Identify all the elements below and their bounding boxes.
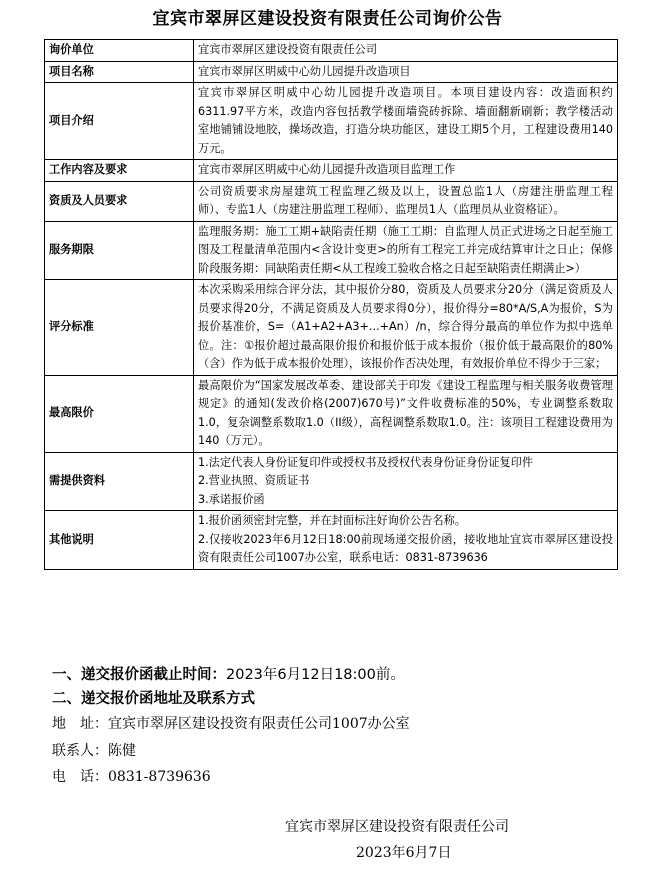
address-label: 地 址： — [52, 716, 108, 732]
other-notes-list — [194, 511, 618, 570]
list-item: 2.营业执照、资质证书 — [198, 474, 310, 487]
table-row — [45, 280, 618, 376]
list-item: 1.报价函须密封完整，并在封面标注好询价公告名称。 — [198, 514, 466, 527]
deadline-value: 2023年6月12日18:00前。 — [226, 667, 405, 683]
table-row — [45, 221, 618, 280]
work-label: 工作内容及要求 — [45, 160, 194, 182]
deadline-section — [52, 664, 405, 686]
documents-label: 需提供资料 — [45, 452, 194, 511]
max-price-label: 最高限价 — [45, 375, 194, 452]
phone-line — [52, 766, 211, 788]
table-row — [45, 61, 618, 83]
work-value: 宜宾市翠屏区明威中心幼儿园提升改造项目监理工作 — [194, 160, 618, 182]
deadline-heading: 一、递交报价函截止时间： — [52, 666, 226, 683]
address-line — [52, 713, 410, 735]
project-name-label: 项目名称 — [45, 61, 194, 83]
service-period-value: 监理服务期：施工工期+缺陷责任期（施工工期：自监理人员正式进场之日起至施工图及工程量清单范围内<含设计变更>的所有工程完工并完成结算审计之日止；保修阶段服务期：同缺陷责任期<从工程竣工验收合格之日起至缺陷责任期满止>） — [194, 221, 618, 280]
list-item: 1.法定代表人身份证复印件或授权书及授权代表身份证身份证复印件 — [198, 455, 534, 469]
table-row — [45, 83, 618, 160]
signature-company: 宜宾市翠屏区建设投资有限责任公司 — [285, 819, 509, 835]
list-item: 3.承诺报价函 — [198, 492, 265, 506]
table-row — [45, 452, 618, 511]
contact-person-value: 陈健 — [108, 743, 136, 759]
contact-heading: 二、递交报价函地址及联系方式 — [52, 690, 255, 707]
scoring-value: 本次采购采用综合评分法，其中报价分80，资质及人员要求分20分（满足资质及人员要求得20分，不满足资质及人员要求得0分），报价得分=80*A/S,A为报价，S为报价基准价，S=（A1+A2+A3+...+An）/n，综合得分最高的单位作为拟中选单位。注：①报价超过最高限价报价和报价低于成本报价（报价低于最高限价的80%（含）作为低于成本报价处理），该报价作否决处理，有效报价单位不得少于三家； — [194, 280, 618, 376]
intro-value: 宜宾市翠屏区明威中心幼儿园提升改造项目。本项目建设内容：改造面积约6311.97平方米，改造内容包括教学楼面墙瓷砖拆除、墙面翻新刷新；教学楼活动室地铺铺设地胶，操场改造，打造分块功能区，建设工期5个月，工程建设费用140万元。 — [194, 83, 618, 160]
list-item: 2.仅接收2023年6月12日18:00前现场递交报价函，接收地址宜宾市翠屏区建设投资有限责任公司1007办公室，联系电话：0831-8739636 — [198, 532, 613, 564]
page-title: 宜宾市翠屏区建设投资有限责任公司询价公告 — [152, 9, 503, 29]
intro-label: 项目介绍 — [45, 83, 194, 160]
address-value: 宜宾市翠屏区建设投资有限责任公司1007办公室 — [108, 716, 410, 732]
inquiry-table — [44, 39, 618, 570]
contact-person-label: 联系人： — [52, 743, 108, 759]
scoring-label: 评分标准 — [45, 280, 194, 376]
contact-person-line — [52, 740, 136, 762]
table-row — [45, 511, 618, 570]
other-notes-label: 其他说明 — [45, 511, 194, 570]
documents-list — [194, 452, 618, 511]
qualification-label: 资质及人员要求 — [45, 181, 194, 221]
unit-value: 宜宾市翠屏区建设投资有限责任公司 — [194, 40, 618, 62]
table-row — [45, 160, 618, 182]
contact-section — [52, 688, 255, 710]
table-row — [45, 181, 618, 221]
phone-value: 0831-8739636 — [108, 769, 211, 785]
qualification-value: 公司资质要求房屋建筑工程监理乙级及以上，设置总监1人（房建注册监理工程师）、专监1人（房建注册监理工程师）、监理员1人（监理员从业资格证）。 — [194, 181, 618, 221]
phone-label: 电 话： — [52, 769, 108, 785]
project-name-value: 宜宾市翠屏区明威中心幼儿园提升改造项目 — [194, 61, 618, 83]
table-row — [45, 40, 618, 62]
signature-date: 2023年6月7日 — [356, 845, 452, 861]
service-period-label: 服务期限 — [45, 221, 194, 280]
unit-label: 询价单位 — [45, 40, 194, 62]
table-row — [45, 375, 618, 452]
max-price-value: 最高限价为“国家发展改革委、建设部关于印发《建设工程监理与相关服务收费管理规定》的通知(发改价格(2007)670号)”文件收费标准的50%，专业调整系数取1.0，复杂调整系数取1.0（II级），高程调整系数取1.0。注：该项目工程建设费用为140（万元）。 — [194, 375, 618, 452]
